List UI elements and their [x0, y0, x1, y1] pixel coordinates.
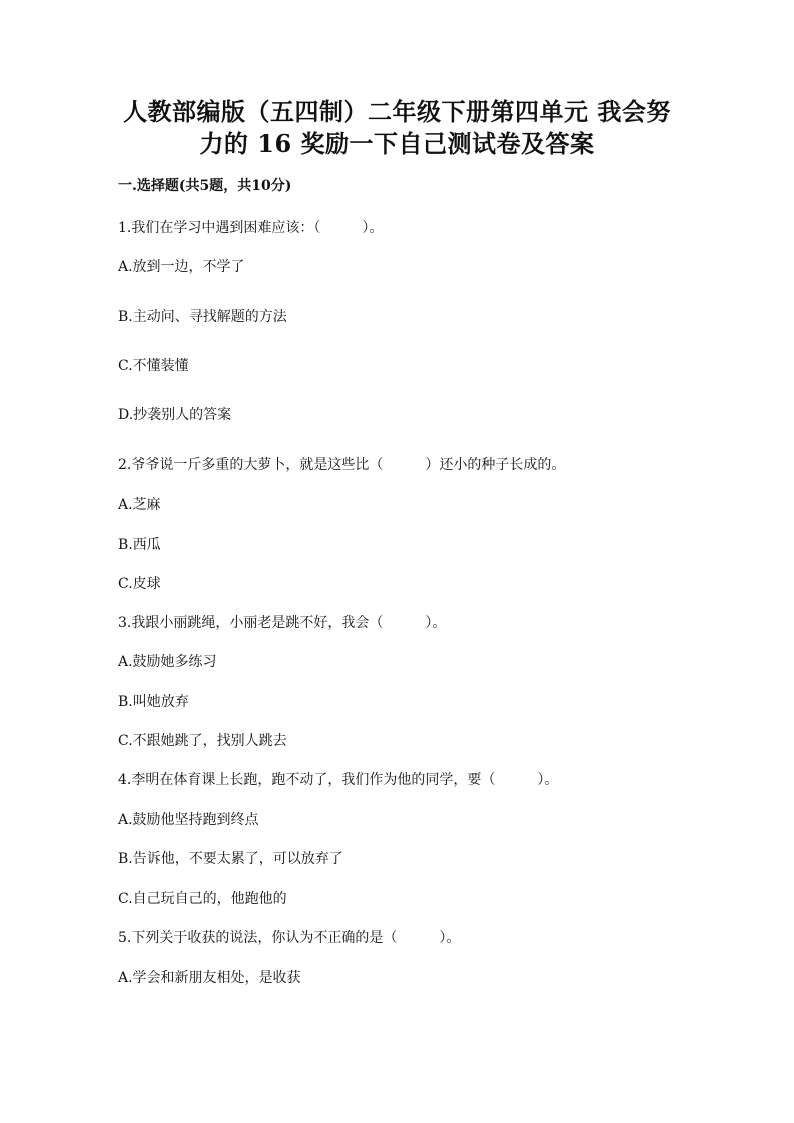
- question-2-stem: 2.爷爷说一斤多重的大萝卜，就是这些比（ ）还小的种子长成的。: [118, 457, 566, 473]
- question-2-option-a: A.芝麻: [118, 497, 161, 513]
- question-2-option-b: B.西瓜: [118, 537, 161, 553]
- question-1-option-b: B.主动问、寻找解题的方法: [118, 309, 287, 325]
- question-3-option-c: C.不跟她跳了，找别人跳去: [118, 733, 287, 749]
- question-5-option-a: A.学会和新朋友相处，是收获: [118, 970, 301, 986]
- question-3-stem: 3.我跟小丽跳绳，小丽老是跳不好，我会（ ）。: [118, 615, 447, 631]
- section-heading: 一.选择题(共5题，共10分): [118, 178, 292, 194]
- question-3-option-b: B.叫她放弃: [118, 694, 189, 710]
- question-1-option-c: C.不懂装懂: [118, 358, 189, 374]
- question-1-option-d: D.抄袭别人的答案: [118, 407, 232, 423]
- question-4-option-b: B.告诉他，不要太累了，可以放弃了: [118, 851, 343, 867]
- question-2-option-c: C.皮球: [118, 576, 161, 592]
- question-1-option-a: A.放到一边，不学了: [118, 259, 245, 275]
- question-1-stem: 1.我们在学习中遇到困难应该：（ ）。: [118, 220, 384, 236]
- question-5-stem: 5.下列关于收获的说法，你认为不正确的是（ ）。: [118, 930, 461, 946]
- page-title-line-2: 力的 16 奖励一下自己测试卷及答案: [199, 129, 595, 158]
- page-title-line-1: 人教部编版（五四制）二年级下册第四单元 我会努: [123, 97, 671, 126]
- question-4-stem: 4.李明在体育课上长跑，跑不动了，我们作为他的同学，要（ ）。: [118, 772, 559, 788]
- question-4-option-a: A.鼓励他坚持跑到终点: [118, 812, 259, 828]
- question-3-option-a: A.鼓励她多练习: [118, 654, 217, 670]
- question-4-option-c: C.自己玩自己的，他跑他的: [118, 891, 287, 907]
